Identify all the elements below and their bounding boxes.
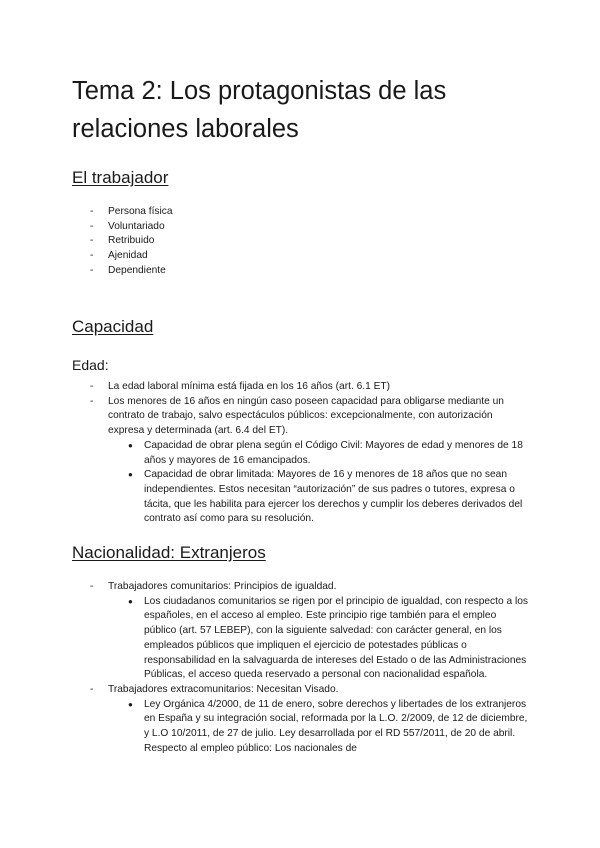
list-item-text: Trabajadores extracomunitarios: Necesitan Visado. (108, 683, 339, 695)
sublist-item: ● Ley Orgánica 4/2000, de 11 de enero, sobre derechos y libertades de los extranjeros en España y su integración social, reformada por la L.O. 2/2009, de 12 de diciembre, y L.O 10/2011, de 27 de julio. Ley desarrollada por el RD 557/2011, de 20 de abril. Respecto al empleo público: Los nacionales de (126, 698, 530, 757)
list-item (90, 395, 530, 527)
nacionalidad-list (90, 580, 530, 756)
capacidad-list (90, 380, 530, 527)
sublist-item: ● Capacidad de obrar limitada: Mayores de 16 y menores de 18 años que no sean independientes. Estos necesitan “autorización” de sus padres o tutores, expresa o tácita, que les habilita para ejercer los derechos y cumplir los deberes derivados del contrato así como para su resolución. (126, 468, 530, 527)
capacidad-sublist (108, 439, 530, 527)
page-title: Tema 2: Los protagonistas de las relaciones laborales (72, 77, 447, 143)
list-item: - La edad laboral mínima está fijada en los 16 años (art. 6.1 ET) (90, 380, 530, 395)
extracomunitarios-sublist (108, 698, 530, 757)
list-item-text: Trabajadores comunitarios: Principios de igualdad. (108, 581, 337, 592)
list-item: - Retribuido (90, 234, 530, 249)
list-item (90, 683, 530, 757)
list-item: - Voluntariado (90, 220, 530, 235)
list-item: - Dependiente (90, 264, 530, 279)
sublist-item: ● Capacidad de obrar plena según el Código Civil: Mayores de edad y menores de 18 años y mayores de 16 emancipados. (126, 439, 530, 468)
heading-nacionalidad: Nacionalidad: Extranjeros (72, 543, 266, 562)
list-item: - Ajenidad (90, 249, 530, 264)
heading-el-trabajador: El trabajador (72, 168, 169, 187)
trabajador-list (90, 205, 530, 279)
sublist-item: ● Los ciudadanos comunitarios se rigen por el principio de igualdad, con respecto a los españoles, en el acceso al empleo. Este principio rige también para el empleo público (art. 57 LEBEP), con la siguiente salvedad: con carácter general, en los empleados públicos que impliquen el ejercicio de potestades públicas o responsabilidad en la salvaguarda de intereses del Estado o de las Administraciones Públicas, el acceso queda reservado a personal con nacionalidad española. (126, 595, 530, 683)
list-item-text: Los menores de 16 años en ningún caso poseen capacidad para obligarse mediante un contrato de trabajo, salvo espectáculos públicos: excepcionalmente, con autorización expresa y determinada (art. 6.4 del ET). (108, 395, 504, 437)
list-item (90, 580, 530, 683)
list-item: - Persona física (90, 205, 530, 220)
subheading-edad: Edad: (72, 357, 109, 373)
comunitarios-sublist (108, 595, 530, 683)
heading-capacidad: Capacidad (72, 317, 154, 336)
